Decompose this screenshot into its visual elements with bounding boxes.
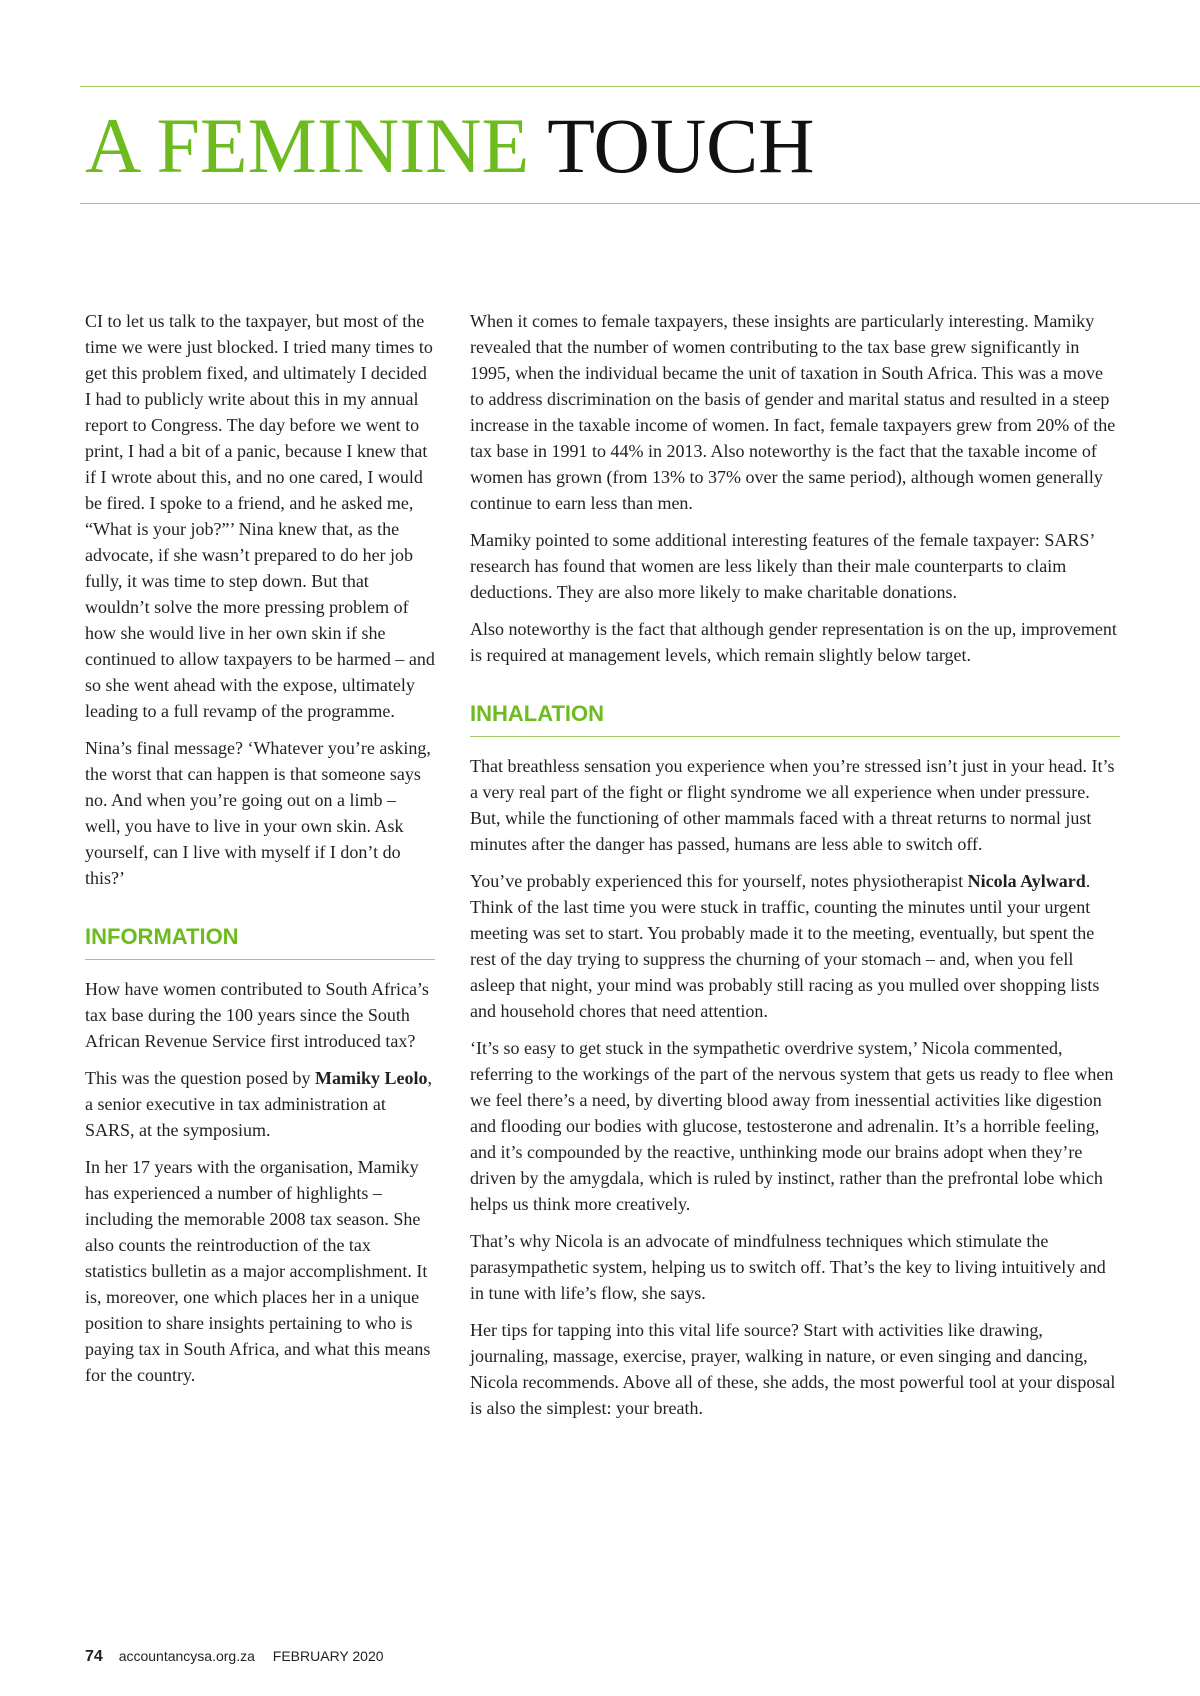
left-paragraph-4-lead: This was the question posed by <box>85 1068 315 1088</box>
footer-issue: FEBRUARY 2020 <box>272 1648 384 1664</box>
left-paragraph-4-rest: , a senior executive in tax administration at SARS, at the symposium. <box>85 1068 432 1140</box>
left-paragraph-5: In her 17 years with the organisation, Mamiky has experienced a number of highlights – including the memorable 2008 tax season. She also counts the reintroduction of the tax statistics bulletin as a major accomplishment. It is, moreover, one which places her in a unique position to share insights pertaining to who is paying tax in South Africa, and what this means for the country. <box>85 1157 431 1385</box>
title-green-part: A FEMININE <box>85 102 530 189</box>
right-paragraph-6: ‘It’s so easy to get stuck in the sympathetic overdrive system,’ Nicola commented, referring to the workings of the part of the nervous system that gets us ready to flee when we feel there’s a need, by diverting blood away from inessential activities like digestion and flooding our bodies with glucose, testosterone and adrenalin. It’s a horrible feeling, and it’s compounded by the reactive, unthinking mode our brains adopt when they’re driven by the amygdala, which is ruled by instinct, rather than the prefrontal lobe which helps us think more creatively. <box>470 1038 1114 1214</box>
left-paragraph-4 <box>85 1065 435 1143</box>
right-paragraph-8: Her tips for tapping into this vital life source? Start with activities like drawing, journaling, massage, exercise, prayer, walking in nature, or even singing and dancing, Nicola recommends. Above all of these, she adds, the most powerful tool at your disposal is also the simplest: your breath. <box>470 1320 1116 1418</box>
right-column <box>470 308 1120 1432</box>
right-paragraph-5 <box>470 868 1120 1024</box>
right-paragraph-5-lead: You’ve probably experienced this for yourself, notes physiotherapist <box>470 871 968 891</box>
left-paragraph-1: CI to let us talk to the taxpayer, but most of the time we were just blocked. I tried many times to get this problem fixed, and ultimately I decided I had to publicly write about this in my annual report to Congress. The day before we went to print, I had a bit of a panic, because I knew that if I wrote about this, and no one cared, I would be fired. I spoke to a friend, and he asked me, “What is your job?”’ Nina knew that, as the advocate, if she wasn’t prepared to do her job fully, it was time to step down. But that wouldn’t solve the more pressing problem of how she would live in her own skin if she continued to allow taxpayers to be harmed – and so she went ahead with the expose, ultimately leading to a full revamp of the programme. <box>85 311 435 721</box>
heading-spacer <box>85 960 435 976</box>
name-mamiky-leolo: Mamiky Leolo <box>314 1068 428 1088</box>
left-paragraph-2: Nina’s final message? ‘Whatever you’re asking, the worst that can happen is that someone says no. And when you’re going out on a limb – well, you have to live in your own skin. Ask yourself, can I live with myself if I don’t do this?’ <box>85 738 431 888</box>
page-title <box>85 100 815 192</box>
left-paragraph-3: How have women contributed to South Africa’s tax base during the 100 years since the South African Revenue Service first introduced tax? <box>85 979 429 1051</box>
right-paragraph-4: That breathless sensation you experience when you’re stressed isn’t just in your head. It’s a very real part of the fight or flight syndrome we all experience when under pressure. But, while the functioning of other mammals faced with a threat returns to normal just minutes after the danger has passed, humans are less able to switch off. <box>470 756 1115 854</box>
left-column <box>85 308 435 1399</box>
right-paragraph-5-rest: . Think of the last time you were stuck in traffic, counting the minutes until your urgent meeting was set to start. You probably made it to the meeting, eventually, but spent the rest of the day trying to suppress the churning of your stomach – and, when you fell asleep that night, your mind was probably still racing as you mulled over shopping lists and household chores that need attention. <box>470 871 1100 1021</box>
heading-spacer <box>470 737 1120 753</box>
title-black-part: TOUCH <box>547 102 815 189</box>
right-paragraph-1: When it comes to female taxpayers, these insights are particularly interesting. Mamiky revealed that the number of women contributing to the tax base grew significantly in 1995, when the individual became the unit of taxation in South Africa. This was a move to address discrimination on the basis of gender and marital status and resulted in a steep increase in the taxable income of women. In fact, female taxpayers grew from 20% of the tax base in 1991 to 44% in 2013. Also noteworthy is the fact that the taxable income of women has grown (from 13% to 37% over the same period), although women generally continue to earn less than men. <box>470 311 1116 513</box>
heading-inhalation: INHALATION <box>470 700 1120 737</box>
name-nicola-aylward: Nicola Aylward <box>967 871 1086 891</box>
right-paragraph-7: That’s why Nicola is an advocate of mindfulness techniques which stimulate the parasympathetic system, helping us to switch off. That’s the key to living intuitively and in tune with life’s flow, she says. <box>470 1231 1106 1303</box>
right-paragraph-3: Also noteworthy is the fact that although gender representation is on the up, improvement is required at management levels, which remain slightly below target. <box>470 619 1117 665</box>
footer-site: accountancysa.org.za <box>118 1648 255 1664</box>
page-number: 74 <box>85 1648 103 1665</box>
top-rule <box>80 86 1200 87</box>
title-rule <box>80 203 1200 204</box>
page-footer <box>85 1648 384 1666</box>
right-paragraph-2: Mamiky pointed to some additional interesting features of the female taxpayer: SARS’ research has found that women are less likely than their male counterparts to claim deductions. They are also more likely to make charitable donations. <box>470 530 1095 602</box>
heading-information: INFORMATION <box>85 923 435 960</box>
